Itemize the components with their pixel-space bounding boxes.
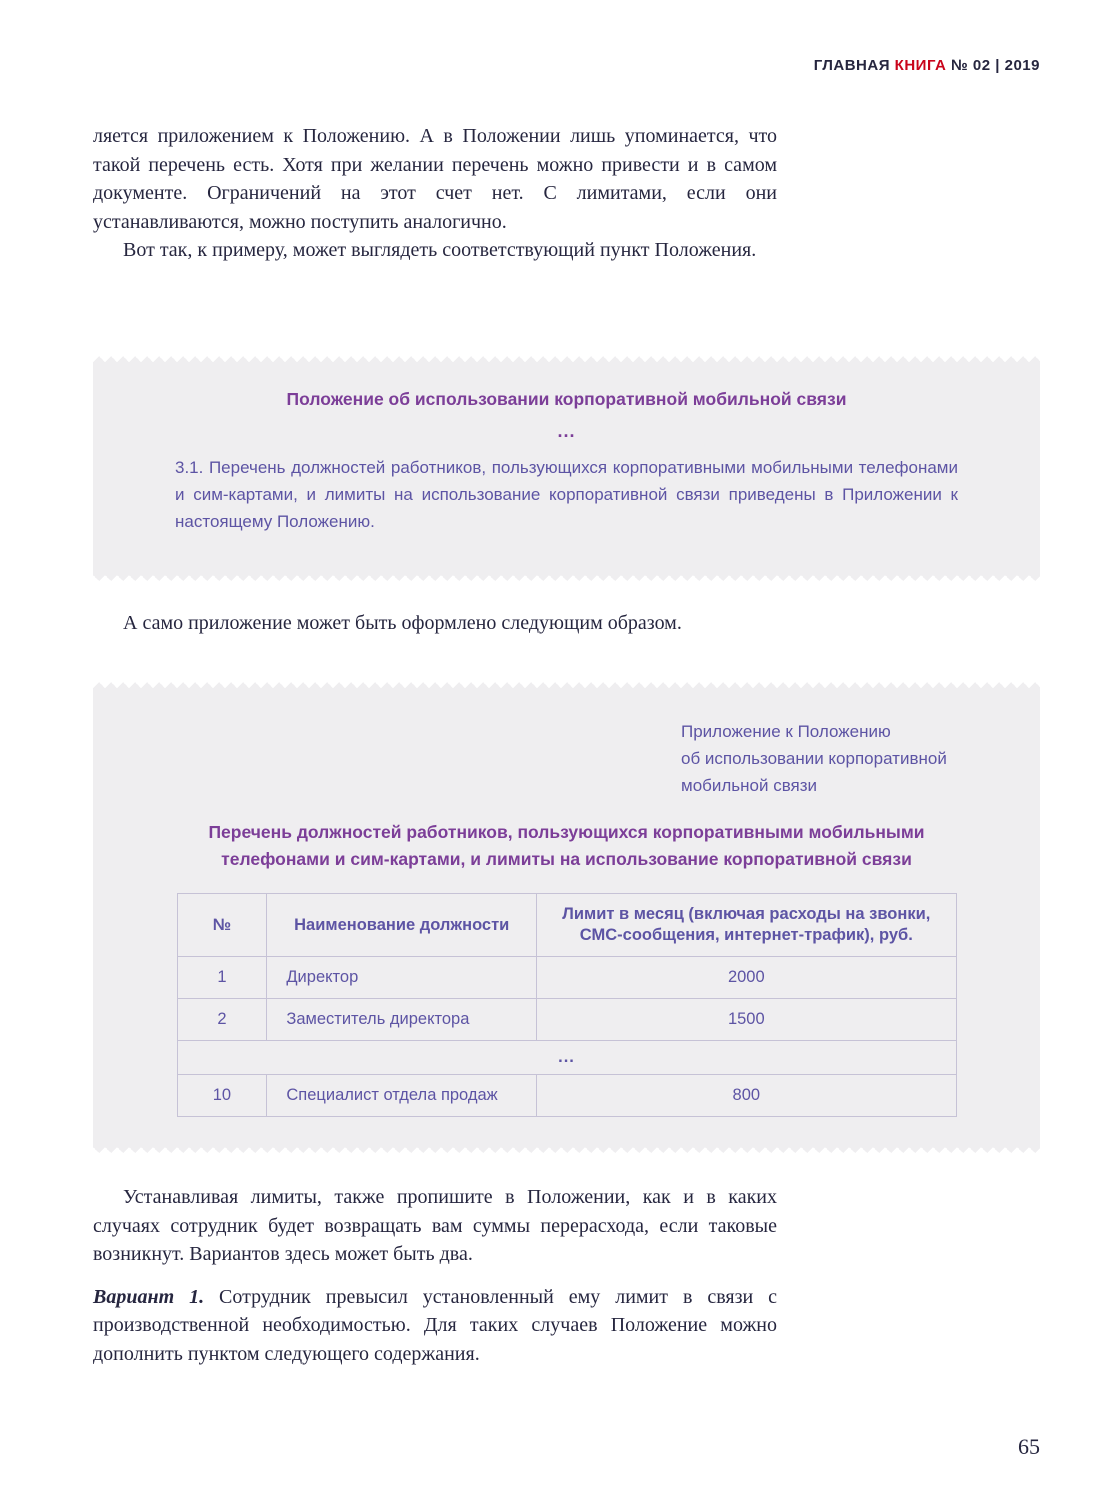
cell-position: Директор xyxy=(267,957,537,999)
ellipsis: ... xyxy=(557,421,576,441)
page-number: 65 xyxy=(1018,1434,1040,1459)
table-row xyxy=(177,1075,956,1117)
masthead-issue: № 02 | 2019 xyxy=(951,57,1040,74)
annex-box xyxy=(93,682,1040,1153)
annex-body xyxy=(93,688,1040,1147)
masthead-brand-red: КНИГА xyxy=(894,57,947,74)
regulation-excerpt-box xyxy=(93,356,1040,581)
table-row xyxy=(177,957,956,999)
annex-heading: Перечень должностей работников, пользующихся корпоративными мобильными телефонами и сим-картами, и лимиты на использование корпоративной связи xyxy=(208,822,925,869)
limits-table xyxy=(177,893,957,1117)
cell-ellipsis: ... xyxy=(177,1041,956,1075)
table-header-row xyxy=(177,894,956,957)
masthead-brand-dark: ГЛАВНАЯ xyxy=(813,57,890,74)
cell-limit: 1500 xyxy=(537,999,956,1041)
closing-paragraphs xyxy=(93,1183,777,1368)
masthead xyxy=(814,57,1040,74)
col-header-limit: Лимит в месяц (включая расходы на звонки, СМС-сообщения, интернет-трафик), руб. xyxy=(537,894,956,957)
paragraph-limits-advice: Устанавливая лимиты, также пропишите в Положении, как и в каких случаях сотрудник будет возвращать вам суммы перерасхода, если таковые возникнут. Вариантов здесь может быть два. xyxy=(93,1186,777,1265)
regulation-excerpt-body xyxy=(93,362,1040,575)
paragraph-variant-1 xyxy=(93,1283,777,1369)
cell-limit: 2000 xyxy=(537,957,956,999)
annex-reference-line: мобильной связи xyxy=(681,776,818,795)
cell-number: 10 xyxy=(177,1075,267,1117)
torn-edge-bottom xyxy=(93,1147,1040,1153)
cell-number: 1 xyxy=(177,957,267,999)
cell-number: 2 xyxy=(177,999,267,1041)
torn-edge-bottom xyxy=(93,575,1040,581)
variant-1-lead: Вариант 1. xyxy=(93,1285,205,1308)
cell-limit: 800 xyxy=(537,1075,956,1117)
intro-paragraphs xyxy=(93,122,777,265)
annex-reference-line: Приложение к Положению xyxy=(681,722,891,741)
cell-position: Заместитель директора xyxy=(267,999,537,1041)
cell-position: Специалист отдела продаж xyxy=(267,1075,537,1117)
annex-reference xyxy=(681,718,971,799)
table-row xyxy=(177,999,956,1041)
col-header-position: Наименование должности xyxy=(267,894,537,957)
paragraph-continuation: ляется приложением к Положению. А в Положении лишь упоминается, что такой перечень есть. Хотя при желании перечень можно привести и в самом документе. Ограничений на этот счет нет. С лимитами, если они устанавливаются, можно поступить аналогично. xyxy=(93,125,777,233)
paragraph-annex-intro: А само приложение может быть оформлено следующим образом. xyxy=(123,612,682,634)
regulation-title: Положение об использовании корпоративной мобильной связи xyxy=(286,389,847,409)
col-header-number: № xyxy=(177,894,267,957)
variant-1-text: Сотрудник превысил установленный ему лимит в связи с производственной необходимостью. Для таких случаев Положение можно дополнить пунктом следующего содержания. xyxy=(93,1285,778,1365)
annex-reference-line: об использовании корпоративной xyxy=(681,749,947,768)
paragraph-example-intro: Вот так, к примеру, может выглядеть соответствующий пункт Положения. xyxy=(123,239,757,261)
regulation-clause-3-1: 3.1. Перечень должностей работников, пользующихся корпоративными мобильными телефонами и сим-картами, и лимиты на использование корпоративной связи приведены в Приложении к настоящему Положению. xyxy=(175,458,958,531)
table-ellipsis-row xyxy=(177,1041,956,1075)
